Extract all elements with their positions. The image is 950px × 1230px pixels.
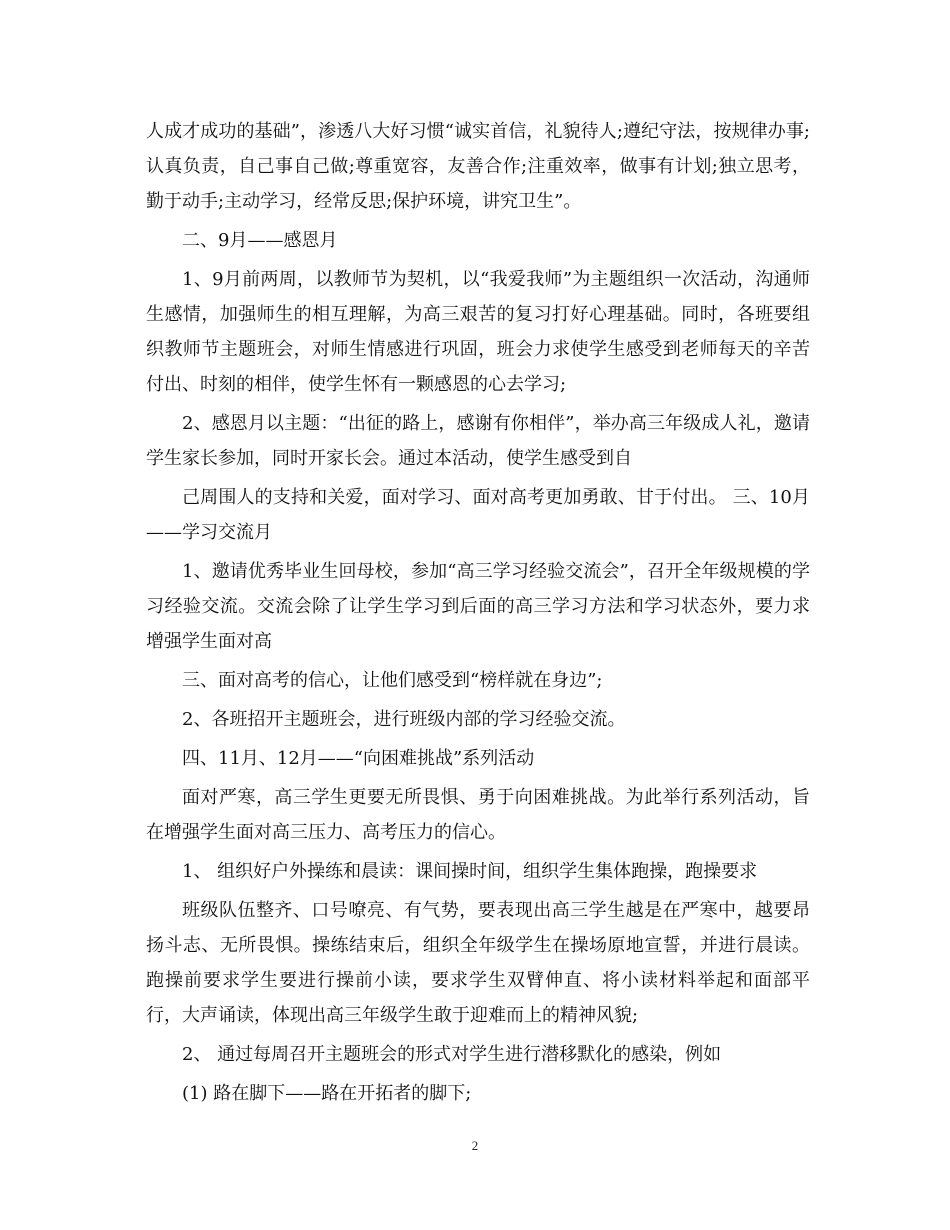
paragraph: 己周围人的支持和关爱，面对学习、面对高考更加勇敢、甘于付出。 三、10月——学习交流月 xyxy=(146,487,810,543)
paragraph: 1、邀请优秀毕业生回母校，参加“高三学习经验交流会”，召开全年级规模的学习经验交流。交流会除了让学生学习到后面的高三学习方法和学习状态外，要力求增强学生面对高 xyxy=(146,561,810,652)
paragraph: 1、 组织好户外操练和晨读：课间操时间，组织学生集体跑操，跑操要求 xyxy=(182,861,758,882)
paragraph: 2、各班招开主题班会，进行班级内部的学习经验交流。 xyxy=(182,709,626,730)
paragraph: 面对严寒，高三学生更要无所畏惧、勇于向困难挑战。为此举行系列活动，旨在增强学生面对高三压力、高考压力的信心。 xyxy=(146,787,810,843)
paragraph: (1) 路在脚下——路在开拓者的脚下; xyxy=(182,1083,472,1104)
paragraph: 2、感恩月以主题：“出征的路上，感谢有你相伴”，举办高三年级成人礼，邀请学生家长参加，同时开家长会。通过本活动，使学生感受到自 xyxy=(146,413,810,469)
paragraph: 2、 通过每周召开主题班会的形式对学生进行潜移默化的感染，例如 xyxy=(182,1044,722,1065)
body-text xyxy=(146,114,810,1115)
section-heading: 二、9月——感恩月 xyxy=(182,230,338,251)
paragraph: 1、9月前两周，以教师节为契机，以“我爱我师”为主题组织一次活动，沟通师生感情，加强师生的相互理解，为高三艰苦的复习打好心理基础。同时，各班要组织教师节主题班会，对师生情感进行巩固，班会力求使学生感受到老师每天的辛苦付出、时刻的相伴，使学生怀有一颗感恩的心去学习; xyxy=(146,269,810,395)
paragraph: 三、面对高考的信心，让他们感受到“榜样就在身边”; xyxy=(182,670,603,691)
paragraph: 班级队伍整齐、口号嘹亮、有气势，要表现出高三学生越是在严寒中，越要昂扬斗志、无所畏惧。操练结束后，组织全年级学生在操场原地宣誓，并进行晨读。跑操前要求学生要进行操前小读，要求学生双臂伸直、将小读材料举起和面部平行，大声诵读，体现出高三年级学生敢于迎难而上的精神风貌; xyxy=(146,900,810,1026)
section-heading: 四、11月、12月——“向困难挑战”系列活动 xyxy=(182,748,535,769)
paragraph: 人成才成功的基础”，渗透八大好习惯“诚实首信，礼貌待人;遵纪守法，按规律办事;认真负责，自己事自己做;尊重宽容，友善合作;注重效率，做事有计划;独立思考，勤于动手;主动学习，经常反思;保护环境，讲究卫生”。 xyxy=(146,121,810,212)
page-number: 2 xyxy=(471,1138,479,1153)
